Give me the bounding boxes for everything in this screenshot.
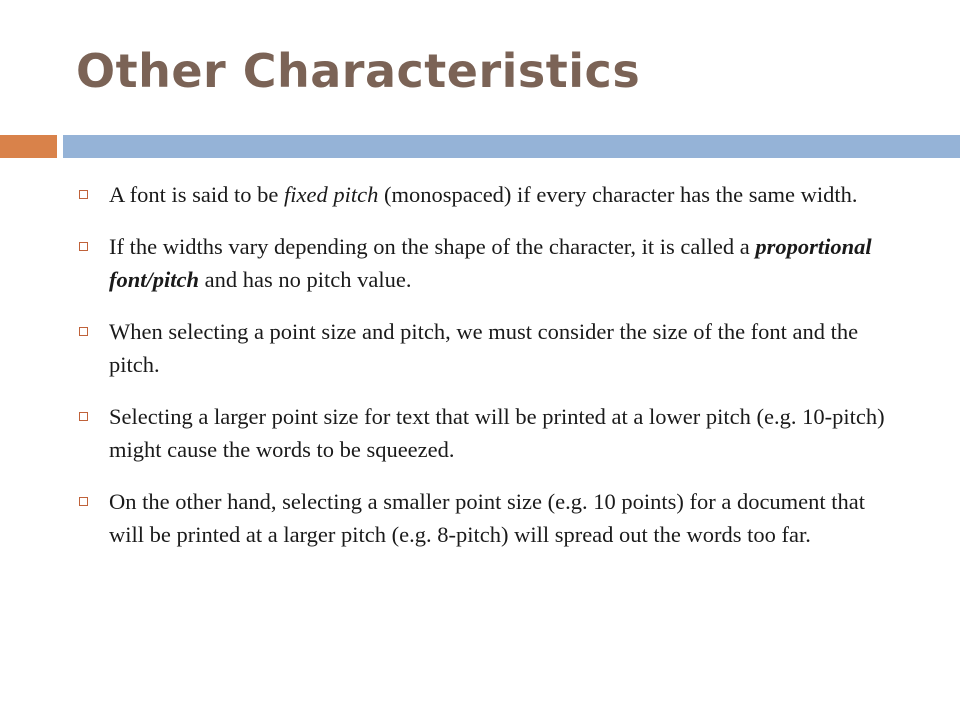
bullet-item <box>76 230 896 296</box>
title-rule-accent <box>0 135 57 158</box>
square-bullet-icon <box>79 190 88 199</box>
bullet-text: Selecting a larger point size for text that will be printed at a lower pitch (e.g. 10-pitch) might cause the words to be squeezed. <box>109 404 885 462</box>
square-bullet-icon <box>79 242 88 251</box>
title-rule-bar <box>63 135 960 158</box>
bullet-item <box>76 400 896 466</box>
bullet-item <box>76 178 896 211</box>
emphasis-text: proportional font/pitch <box>109 234 872 292</box>
bullet-text: A font is said to be fixed pitch (monospaced) if every character has the same width. <box>109 182 858 207</box>
bullet-text: On the other hand, selecting a smaller point size (e.g. 10 points) for a document that will be printed at a larger pitch (e.g. 8-pitch) will spread out the words too far. <box>109 489 866 547</box>
emphasis-text: fixed pitch <box>284 182 379 207</box>
bullet-item <box>76 485 896 551</box>
square-bullet-icon <box>79 327 88 336</box>
bullet-text: If the widths vary depending on the shape of the character, it is called a proportional font/pitch and has no pitch value. <box>109 234 872 292</box>
bullet-text: When selecting a point size and pitch, we must consider the size of the font and the pitch. <box>109 319 859 377</box>
bullet-item <box>76 315 896 381</box>
slide-title: Other Characteristics <box>76 44 641 98</box>
square-bullet-icon <box>79 497 88 506</box>
bullet-list <box>76 178 896 570</box>
square-bullet-icon <box>79 412 88 421</box>
